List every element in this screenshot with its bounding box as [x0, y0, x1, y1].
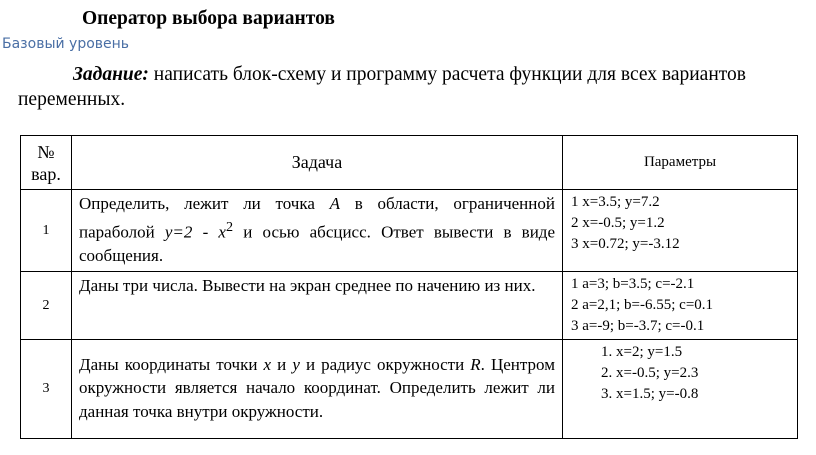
page-title: Оператор выбора вариантов — [82, 8, 335, 29]
row-num: 1 — [21, 190, 72, 272]
row-params — [563, 272, 798, 340]
row-params — [563, 190, 798, 272]
task-statement — [18, 62, 798, 112]
header-task: Задача — [72, 136, 563, 190]
row-params — [563, 340, 798, 439]
table-row — [21, 272, 798, 340]
row-task: Определить, лежит ли точка A в области, ограниченной параболой $y=2 - x^2$ и осью абсцисс. Ответ вывести в виде сообщения. — [72, 190, 563, 272]
param-line: 1 x=3.5; y=7.2 — [571, 194, 660, 210]
table-row — [21, 340, 798, 439]
param-line: 2. x=-0.5; y=2.3 — [601, 365, 699, 382]
table-row — [21, 190, 798, 272]
header-params: Параметры — [563, 136, 798, 190]
variants-table — [20, 135, 798, 439]
param-line: 2 a=2,1; b=-6.55; c=0.1 — [571, 297, 714, 314]
param-line: 3 a=-9; b=-3.7; c=-0.1 — [571, 318, 705, 335]
page-subtitle: Базовый уровень — [2, 36, 130, 52]
row-num: 2 — [21, 272, 72, 340]
param-line: 1. x=2; y=1.5 — [601, 344, 683, 361]
param-line: 3 x=0.72; y=-3.12 — [571, 236, 680, 252]
param-line: 2 x=-0.5; y=1.2 — [571, 215, 665, 231]
task-label: Задание: — [73, 64, 149, 85]
param-line: 1 a=3; b=3.5; c=-2.1 — [571, 276, 695, 293]
param-line: 3. x=1.5; y=-0.8 — [601, 386, 699, 403]
header-num: № вар. — [21, 136, 72, 190]
row-num: 3 — [21, 340, 72, 439]
row-task: Даны координаты точки x и y и радиус окружности R. Центром окружности является начало координат. Определить лежит ли данная точка внутри окружности. — [72, 340, 563, 439]
task-text: написать блок-схему и программу расчета функции для всех вариантов переменных. — [18, 64, 746, 110]
table-header-row — [21, 136, 798, 190]
row-task: Даны три числа. Вывести на экран среднее по начению из них. — [72, 272, 563, 340]
